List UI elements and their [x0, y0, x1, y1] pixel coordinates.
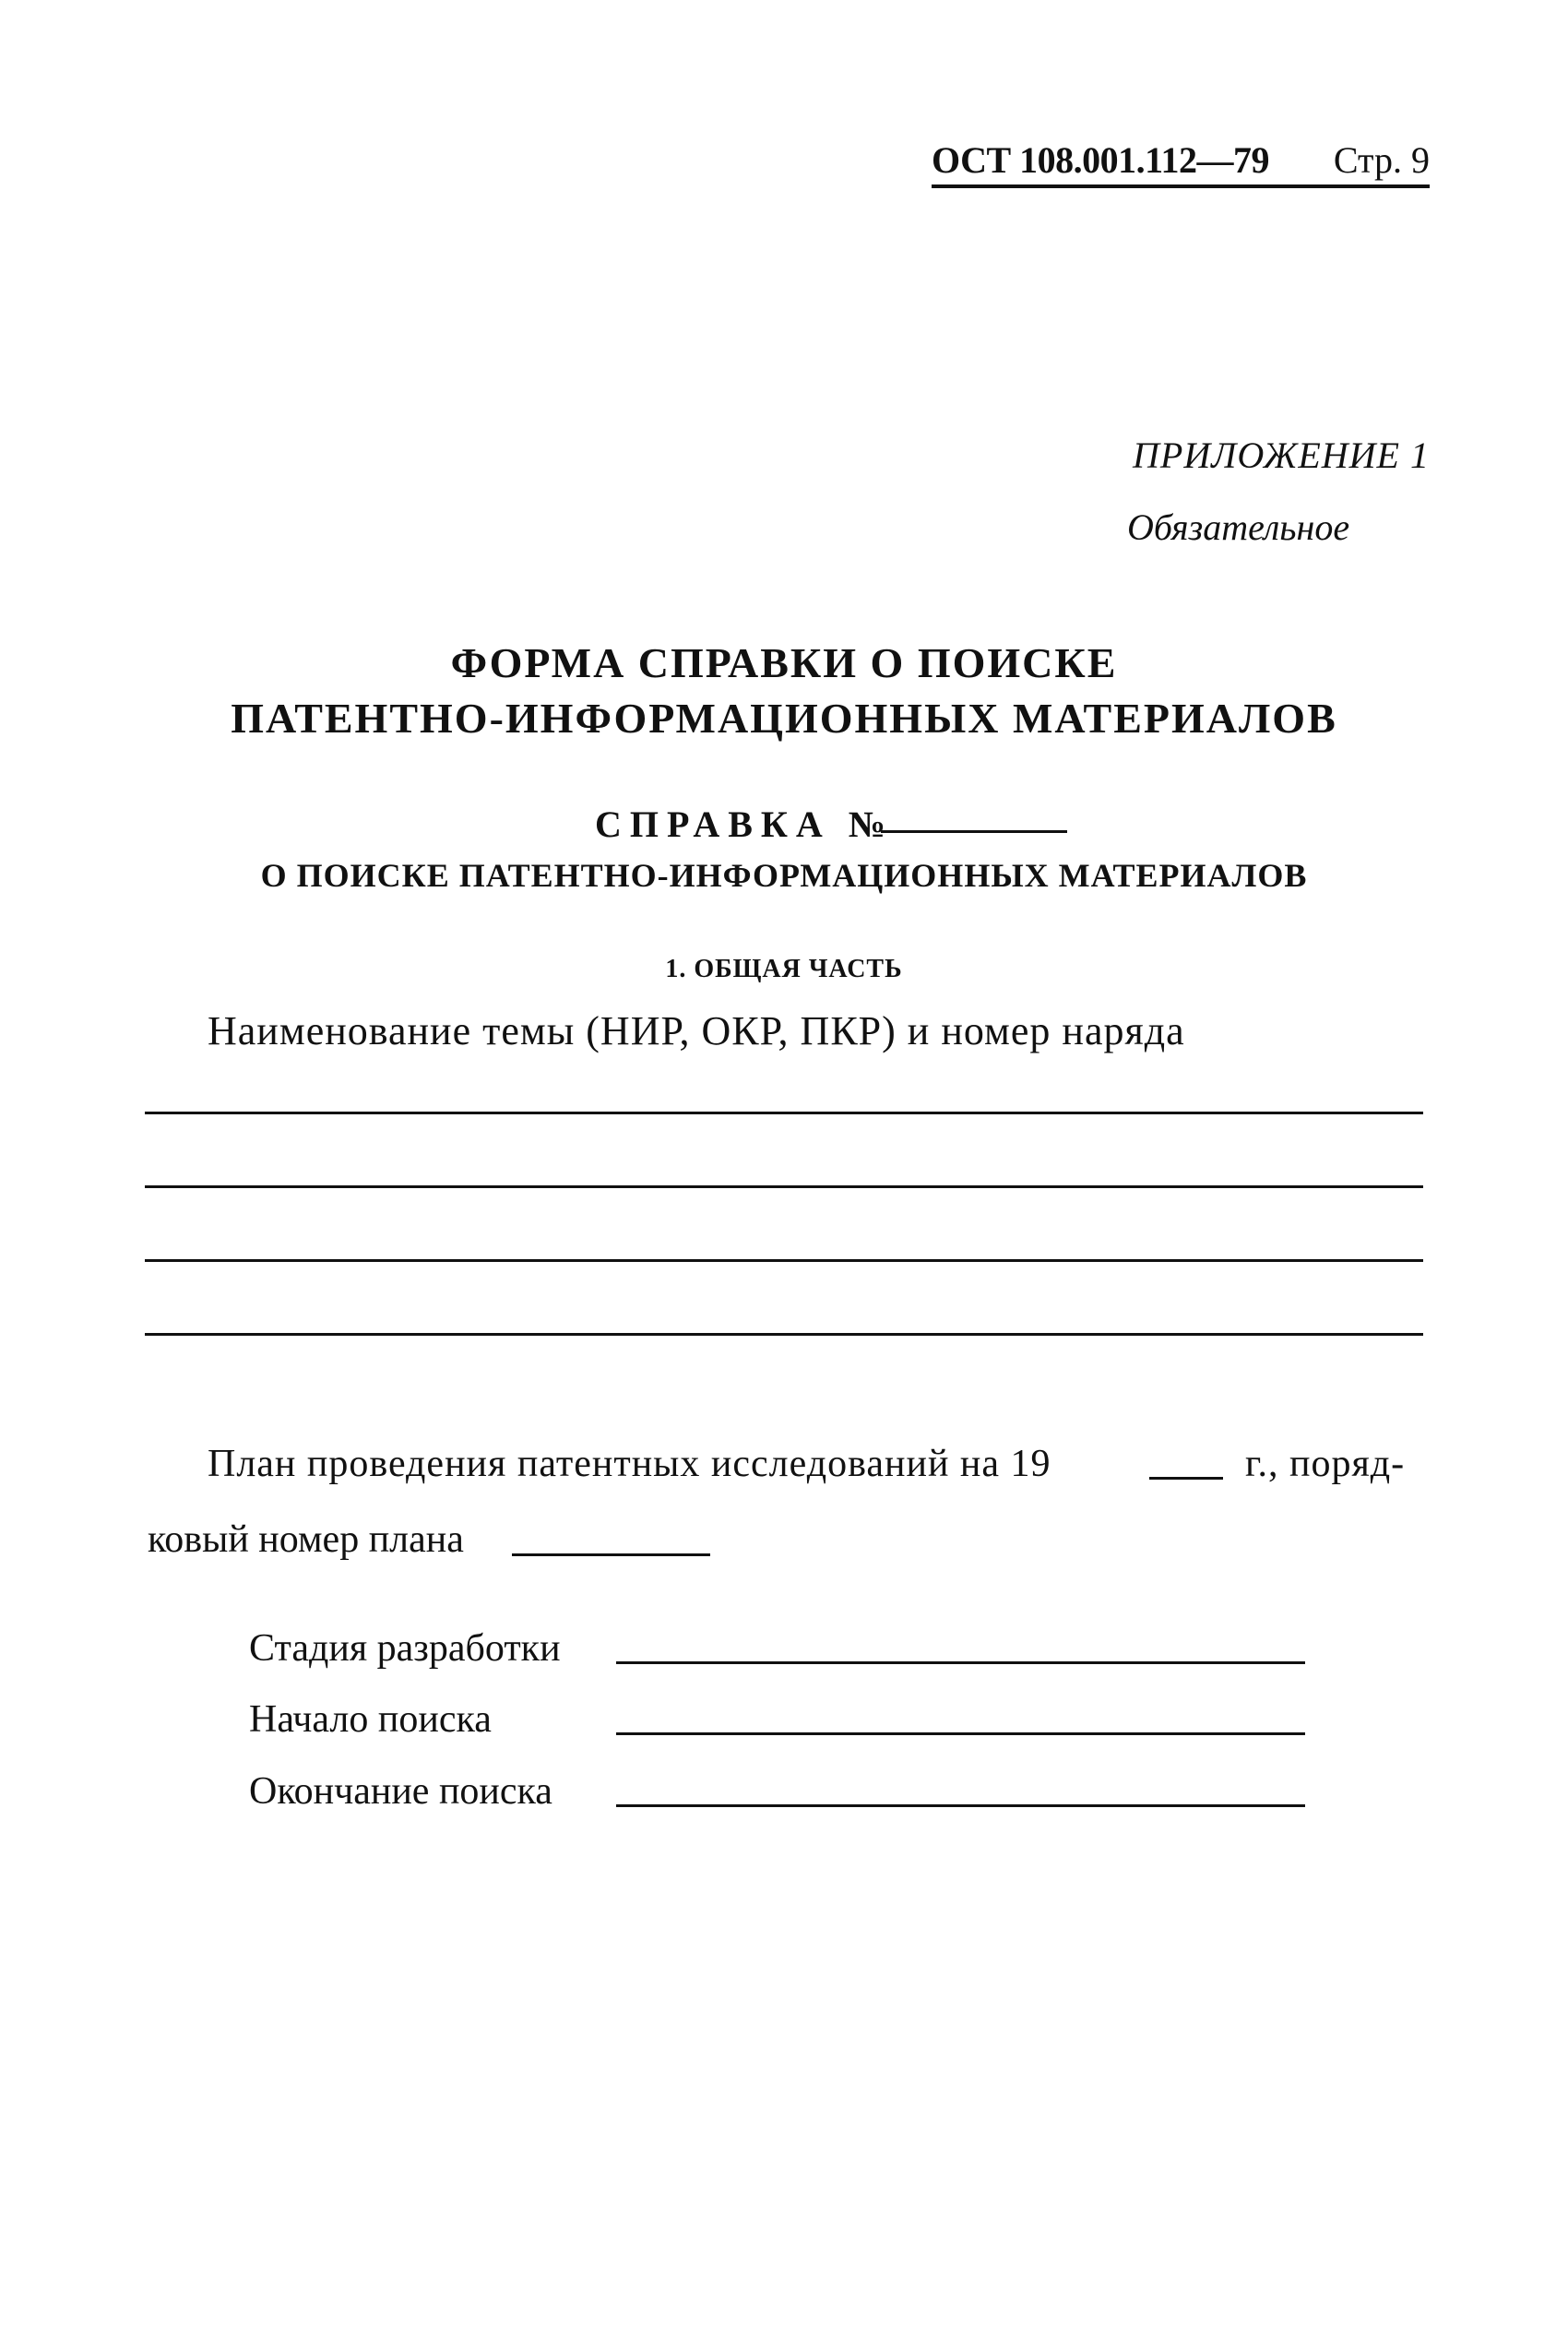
- standard-code: ОСТ 108.001.112—79: [932, 139, 1269, 181]
- page-header: [932, 138, 1430, 188]
- certificate-subtitle: О ПОИСКЕ ПАТЕНТНО-ИНФОРМАЦИОННЫХ МАТЕРИАЛОВ: [260, 857, 1308, 894]
- appendix-label: ПРИЛОЖЕНИЕ 1: [1133, 434, 1430, 476]
- plan-number-label: ковый номер плана: [148, 1518, 464, 1561]
- stage-label: Стадия разработки: [249, 1627, 561, 1670]
- theme-blank-line[interactable]: [145, 1259, 1423, 1262]
- section-title: 1. ОБЩАЯ ЧАСТЬ: [665, 955, 903, 983]
- plan-year-blank[interactable]: [1149, 1477, 1223, 1480]
- plan-text-start: План проведения патентных исследований на 19: [208, 1443, 1051, 1485]
- form-title-line2: ПАТЕНТНО-ИНФОРМАЦИОННЫХ МАТЕРИАЛОВ: [231, 695, 1337, 742]
- plan-text-end: г., поряд-: [1245, 1443, 1406, 1485]
- theme-label: Наименование темы (НИР, ОКР, ПКР) и номер наряда: [208, 1008, 1185, 1053]
- form-title-line1: ФОРМА СПРАВКИ О ПОИСКЕ: [450, 639, 1118, 686]
- theme-blank-line[interactable]: [145, 1112, 1423, 1114]
- search-start-blank[interactable]: [616, 1732, 1305, 1735]
- stage-blank[interactable]: [616, 1661, 1305, 1664]
- certificate-number-blank[interactable]: [881, 830, 1067, 833]
- page-number: Стр. 9: [1333, 139, 1430, 181]
- certificate-label: СПРАВКА №: [595, 803, 894, 845]
- theme-blank-line[interactable]: [145, 1185, 1423, 1188]
- search-end-label: Окончание поиска: [249, 1770, 552, 1813]
- plan-number-blank[interactable]: [512, 1553, 710, 1556]
- search-end-blank[interactable]: [616, 1804, 1305, 1807]
- appendix-status: Обязательное: [1127, 506, 1350, 548]
- theme-blank-line[interactable]: [145, 1333, 1423, 1336]
- search-start-label: Начало поиска: [249, 1698, 492, 1741]
